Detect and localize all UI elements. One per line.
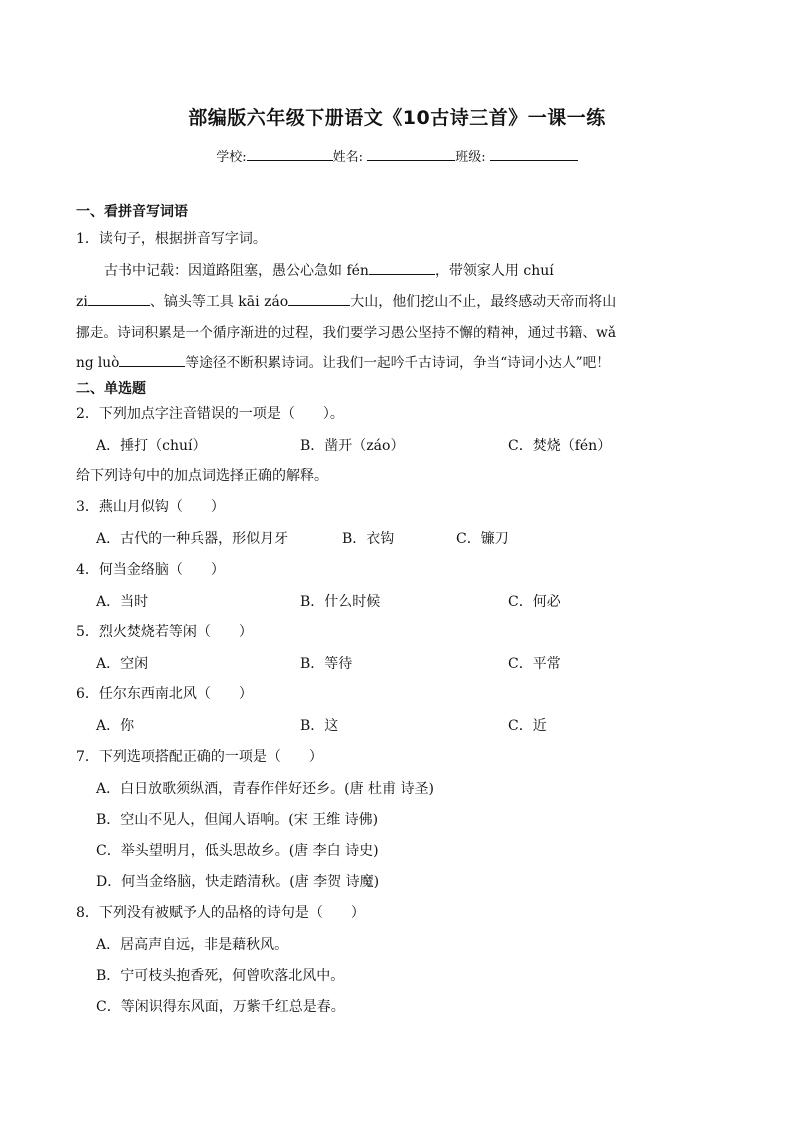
paragraph-line: 挪走。诗词积累是一个循序渐进的过程，我们要学习愚公坚持不懈的精神，通过书籍、wǎ [76, 325, 617, 341]
class-label: 班级: [455, 150, 486, 165]
option-c[interactable]: C．平常 [508, 656, 561, 672]
option-b[interactable]: B．等待 [300, 656, 353, 672]
question-stem: 2．下列加点字注音错误的一项是（ ）。 [76, 406, 344, 422]
option-a[interactable]: A．居高声自远，非是藉秋风。 [96, 937, 289, 953]
option-a[interactable]: A．古代的一种兵器，形似月牙 [96, 531, 289, 547]
option-d[interactable]: D．何当金络脑，快走踏清秋。(唐 李贺 诗魔) [96, 874, 380, 890]
option-c[interactable]: C．何必 [508, 594, 561, 610]
option-b[interactable]: B．宁可枝头抱香死，何曾吹落北风中。 [96, 968, 345, 984]
option-b[interactable]: B．这 [300, 718, 339, 734]
text-segment: ng luò [76, 355, 120, 371]
question-stem: 7．下列选项搭配正确的一项是（ ） [76, 749, 323, 765]
answer-blank[interactable] [88, 293, 150, 306]
text-segment: 、镐头等工具 kāi záo [149, 294, 289, 310]
option-a[interactable]: A．空闲 [96, 656, 149, 672]
option-c[interactable]: C．近 [508, 718, 547, 734]
question-stem: 5．烈火焚烧若等闲（ ） [76, 624, 253, 640]
answer-blank[interactable] [119, 354, 185, 367]
option-c[interactable]: C．镰刀 [456, 531, 509, 547]
question-stem: 3．燕山月似钩（ ） [76, 499, 225, 515]
option-b[interactable]: B．衣钩 [342, 531, 395, 547]
text-segment: 大山，他们挖山不止，最终感动天帝而将山 [350, 294, 617, 310]
option-c[interactable]: C．焚烧（fén） [508, 438, 612, 454]
text-segment: zi [76, 294, 88, 310]
paragraph-line [76, 354, 610, 372]
student-info-row [0, 146, 794, 165]
option-c[interactable]: C．举头望明月，低头思故乡。(唐 李白 诗史) [96, 843, 379, 859]
option-b[interactable]: B．凿开（záo） [300, 438, 405, 454]
text-segment: ，带领家人用 chuí [434, 263, 554, 279]
name-blank[interactable] [367, 147, 455, 161]
question-stem: 8．下列没有被赋予人的品格的诗句是（ ） [76, 905, 365, 921]
school-blank[interactable] [247, 147, 333, 161]
option-b[interactable]: B．空山不见人，但闻人语响。(宋 王维 诗佛) [96, 812, 379, 828]
option-c[interactable]: C．等闲识得东风面，万紫千红总是春。 [96, 999, 345, 1015]
option-a[interactable]: A．你 [96, 718, 135, 734]
question-stem: 1．读句子，根据拼音写字词。 [76, 231, 267, 247]
option-b[interactable]: B．什么时候 [300, 594, 381, 610]
instruction-text: 给下列诗句中的加点词选择正确的解释。 [76, 468, 328, 484]
paragraph-line [76, 293, 616, 311]
school-label: 学校: [216, 150, 247, 165]
option-a[interactable]: A．当时 [96, 594, 149, 610]
option-a[interactable]: A．捶打（chuí） [96, 438, 207, 454]
section-heading: 二、单选题 [76, 381, 146, 397]
answer-blank[interactable] [288, 293, 350, 306]
question-stem: 6．任尔东西南北风（ ） [76, 686, 253, 702]
text-segment: 等途径不断积累诗词。让我们一起吟千古诗词，争当“诗词小达人”吧！ [185, 355, 610, 371]
option-a[interactable]: A．白日放歌须纵酒，青春作伴好还乡。(唐 杜甫 诗圣) [96, 781, 434, 797]
page-title: 部编版六年级下册语文《10古诗三首》一课一练 [188, 107, 606, 129]
text-segment: 古书中记载：因道路阻塞，愚公心急如 fén [104, 263, 369, 279]
answer-blank[interactable] [369, 262, 435, 275]
section-heading: 一、看拼音写词语 [76, 204, 188, 220]
name-label: 姓名: [332, 150, 364, 165]
question-stem: 4．何当金络脑（ ） [76, 562, 225, 578]
class-blank[interactable] [490, 147, 578, 161]
paragraph-line [104, 262, 554, 280]
